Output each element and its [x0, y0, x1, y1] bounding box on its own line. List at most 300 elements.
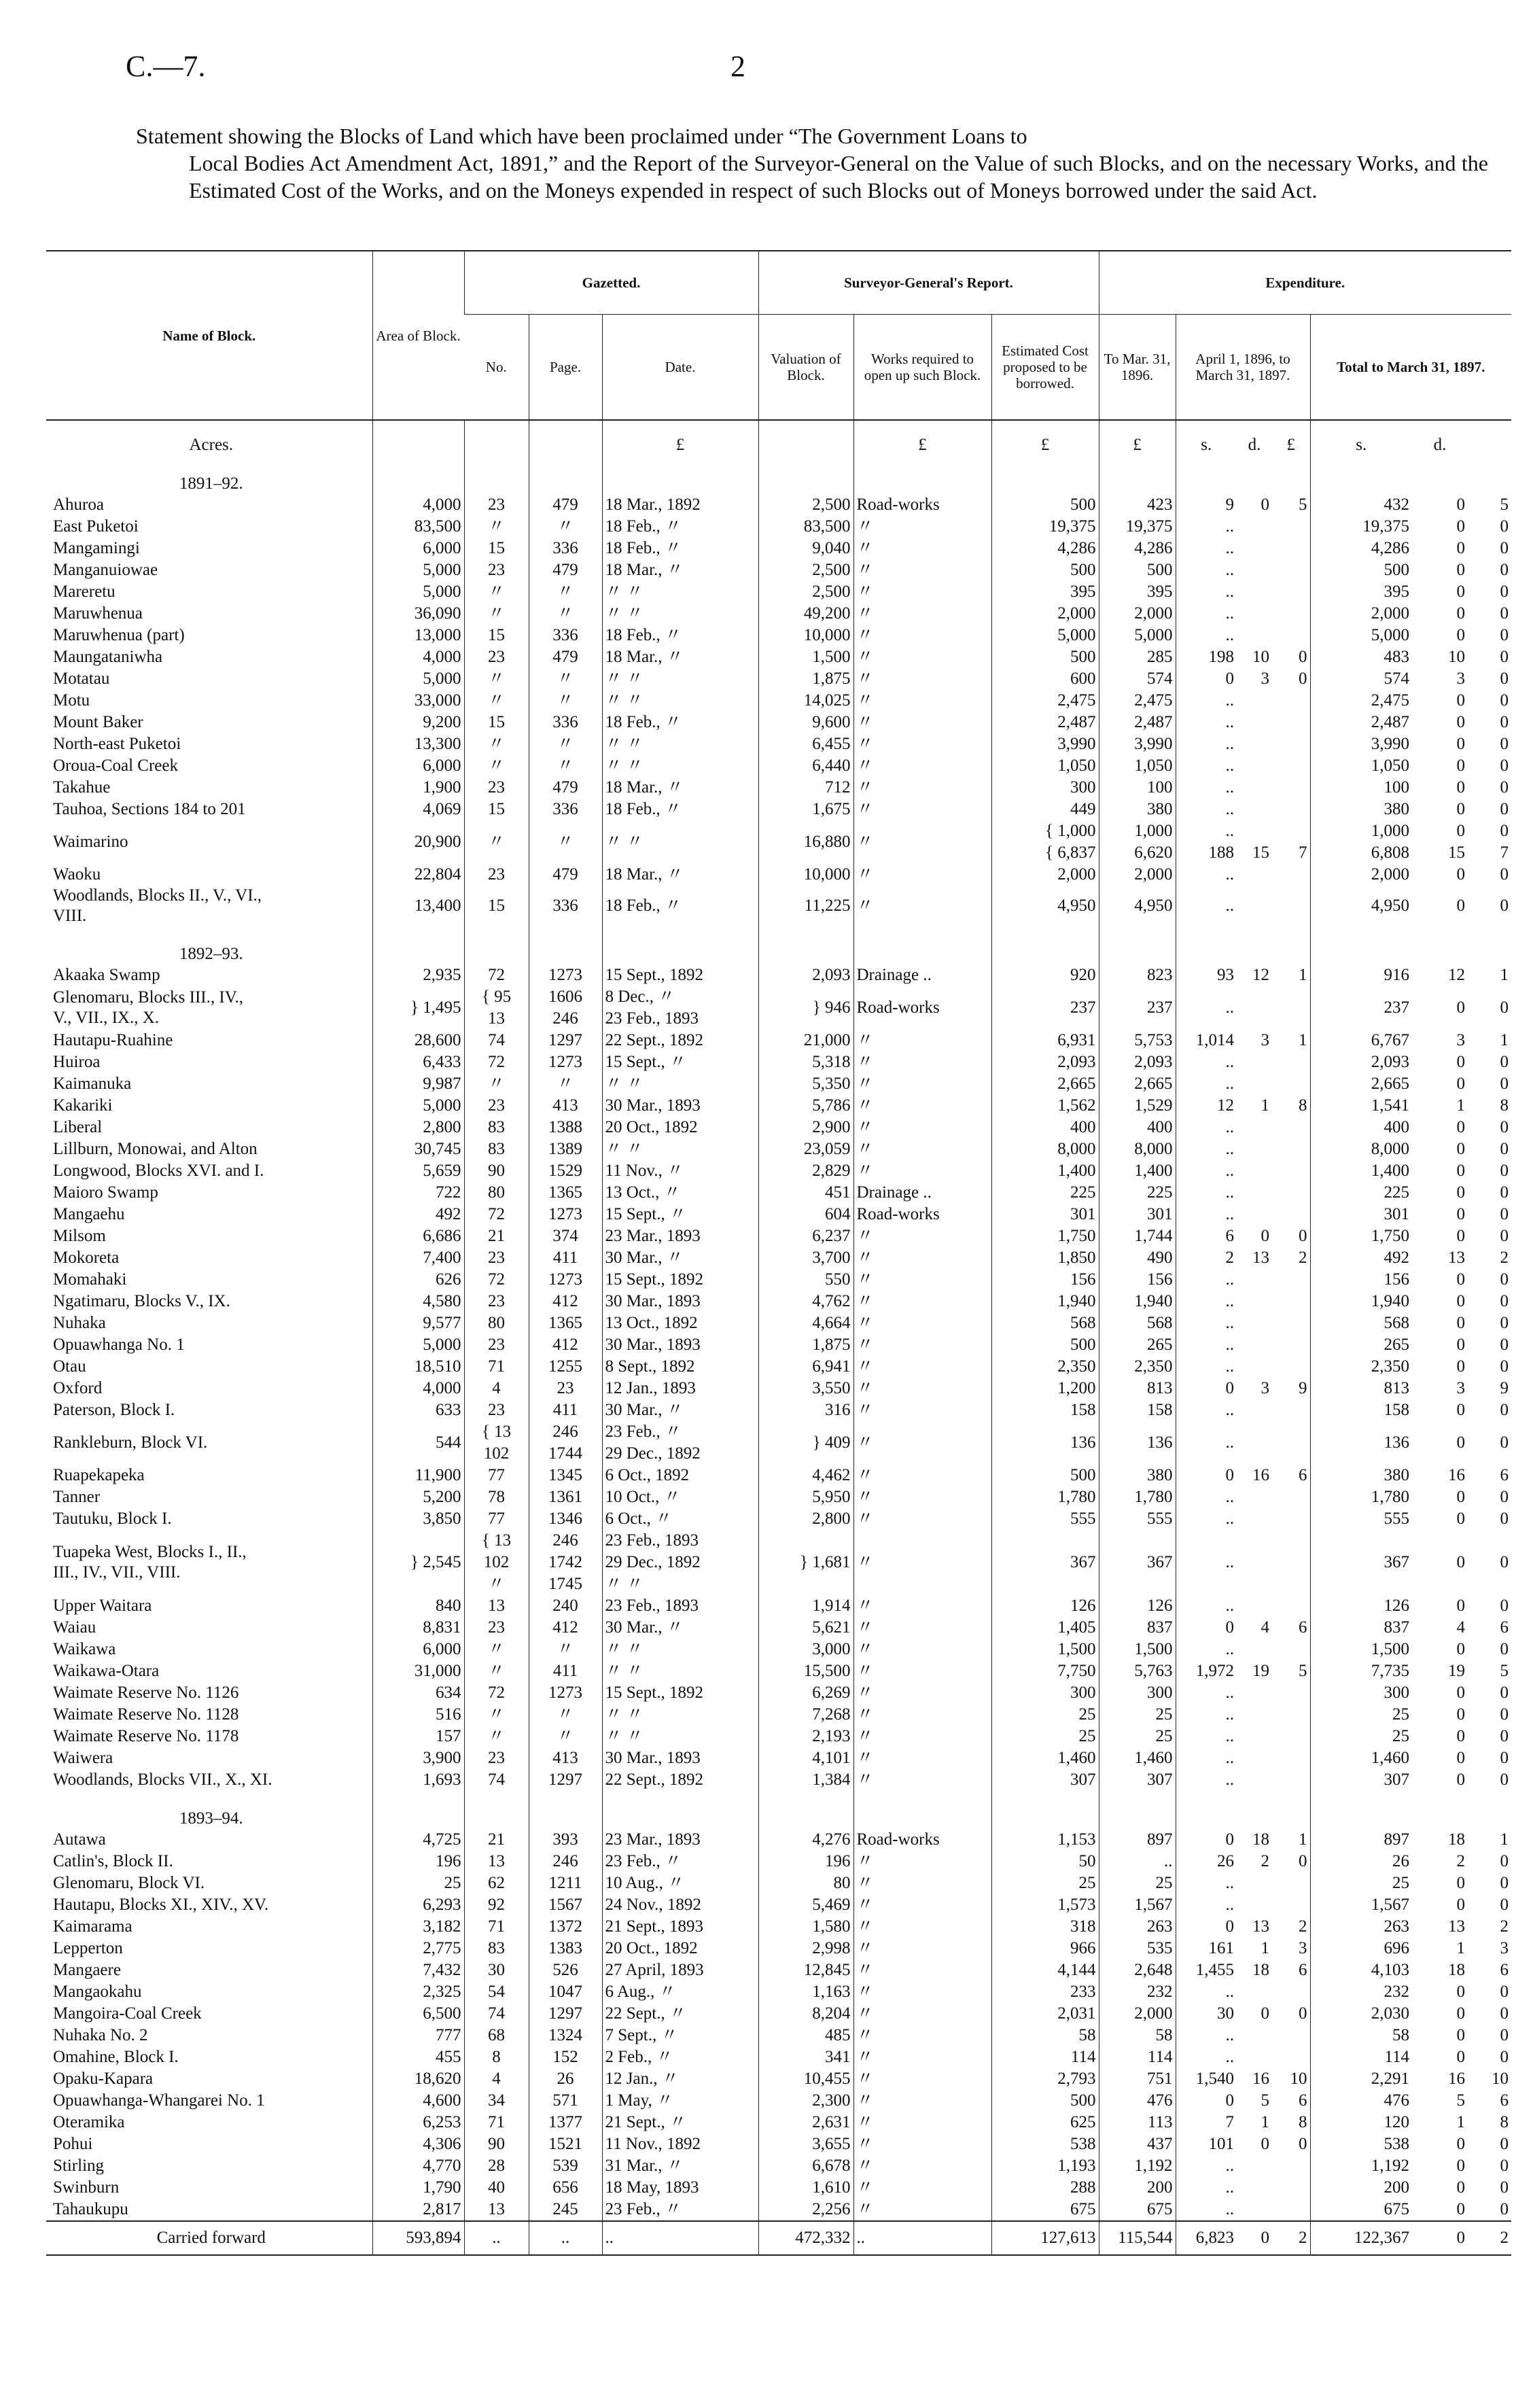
cell-col-12: 555 [1310, 1508, 1412, 1530]
cell-col-7: 4,950 [991, 886, 1099, 926]
cell-col-4: 23 Feb., 〃 [602, 1851, 758, 1872]
cell-col-3: 1346 [529, 1508, 602, 1530]
cell-col-12: 400 [1310, 1117, 1412, 1138]
cell-col-12: 1,567 [1310, 1894, 1412, 1916]
cell-col-11 [1272, 2177, 1310, 2199]
cell-col-11 [1272, 1595, 1310, 1617]
cell-col-9: 2 [1176, 1247, 1237, 1269]
cell-col-3: 1389 [529, 1138, 602, 1160]
cell-col-12: 58 [1310, 2025, 1412, 2046]
col-to-mar-header: To Mar. 31, 1896. [1099, 315, 1176, 421]
cell-col-6: 〃 [853, 1747, 991, 1769]
cell-col-8: 100 [1099, 777, 1176, 799]
cell-col-6: 〃 [853, 1073, 991, 1095]
cell-col-1: 6,293 [372, 1894, 464, 1916]
cell-col-14: 0 [1500, 1896, 1509, 1914]
cell-col-5: 1,675 [758, 799, 853, 820]
cell-col-8: 380 [1099, 799, 1176, 820]
cell-col-7: 2,093 [991, 1051, 1099, 1073]
cell-col-2: 〃 [464, 1704, 529, 1726]
cell-col-5: 11,225 [758, 886, 853, 926]
cell-col-12: 19,375 [1310, 516, 1412, 538]
cell-col-1: 593,894 [372, 2221, 464, 2255]
cell-col-0: Glenomaru, Block VI. [53, 1874, 205, 1892]
cell-col-13: 0 [1456, 1336, 1465, 1354]
cell-col-14: 9 [1500, 1379, 1509, 1397]
cell-col-12: 574 [1310, 668, 1412, 690]
cell-col-1: 2,325 [372, 1981, 464, 2003]
cell-col-14: 10 [1492, 2070, 1509, 2088]
cell-col-11 [1272, 1291, 1310, 1312]
cell-col-13: 19 [1448, 1662, 1465, 1680]
cell-col-6: 〃 [853, 1117, 991, 1138]
cell-col-1: 7,400 [372, 1247, 464, 1269]
cell-col-0: Motatau [53, 669, 110, 688]
cell-col-1: 492 [372, 1204, 464, 1225]
cell-col-0: Milsom [53, 1227, 106, 1245]
cell-col-7: 25 [991, 1872, 1099, 1894]
cell-col-14: 5 [1500, 495, 1509, 514]
cell-col-0: Oteramika [53, 2113, 125, 2131]
cell-col-8: 2,000 [1099, 864, 1176, 886]
cell-col-10: 0 [1261, 2004, 1269, 2023]
cell-col-10 [1237, 456, 1272, 494]
cell-col-8: 1,500 [1099, 1639, 1176, 1660]
cell-col-8: 2,648 [1099, 1959, 1176, 1981]
cell-col-0: Ahuroa [53, 495, 104, 514]
cell-col-13: 3 [1456, 1031, 1465, 1049]
cell-col-12: 568 [1310, 1312, 1412, 1334]
cell-col-6 [853, 926, 991, 964]
cell-col-10 [1237, 1204, 1272, 1225]
cell-col-8: 1,000 6,620 [1099, 820, 1176, 864]
cell-col-4: 18 Mar., 〃 [602, 559, 758, 581]
cell-col-13: 0 [1456, 1292, 1465, 1310]
cell-col-8: 2,000 [1099, 603, 1176, 625]
cell-col-10: 0 [1237, 2221, 1272, 2255]
cell-col-8: 490 [1099, 1247, 1176, 1269]
cell-col-1: 6,000 [372, 538, 464, 559]
cell-col-7: 318 [991, 1916, 1099, 1938]
cell-col-0: Ruapekapeka [53, 1466, 145, 1484]
cell-col-1: 9,200 [372, 712, 464, 733]
table-row [46, 2155, 1511, 2177]
cell-col-9: 198 [1176, 646, 1237, 668]
cell-col-2: 〃 [464, 668, 529, 690]
cell-col-1 [372, 420, 464, 456]
cell-col-9: 0 [1176, 1829, 1237, 1851]
cell-col-12: 2,665 [1310, 1073, 1412, 1095]
cell-col-5: 5,318 [758, 1051, 853, 1073]
cell-col-2: 13 [464, 1595, 529, 1617]
cell-col-7: 2,665 [991, 1073, 1099, 1095]
cell-col-1: 5,659 [372, 1160, 464, 1182]
cell-col-0: Manganuiowae [53, 561, 158, 579]
sg-report-header: Surveyor-General's Report. [758, 251, 1099, 315]
cell-col-7: 966 [991, 1938, 1099, 1959]
cell-col-3: 479 [529, 864, 602, 886]
cell-col-11 [1272, 581, 1310, 603]
cell-col-1: 516 [372, 1704, 464, 1726]
cell-col-6: 〃 [853, 1051, 991, 1073]
cell-col-12: 2,000 [1310, 603, 1412, 625]
cell-col-0: Waimate Reserve No. 1178 [53, 1727, 239, 1745]
cell-col-3: 412 [529, 1334, 602, 1356]
cell-col-13: 0 [1456, 1162, 1465, 1180]
cell-col-14: 3 [1500, 1939, 1509, 1957]
cell-col-12: 126 [1310, 1595, 1412, 1617]
cell-col-0: Kaimanuka [53, 1075, 132, 1093]
cell-col-14: 0 [1500, 2157, 1509, 2175]
cell-col-13: 1 [1456, 2113, 1465, 2131]
cell-col-9: 101 [1176, 2133, 1237, 2155]
cell-col-2: 74 [464, 1769, 529, 1791]
cell-col-12: 916 [1310, 964, 1412, 986]
cell-col-14: 0 [1500, 604, 1509, 623]
cell-col-6: 〃 [853, 1421, 991, 1465]
cell-col-11 [1272, 1486, 1310, 1508]
cell-col-4: 12 Jan., 〃 [602, 2068, 758, 2090]
cell-col-7 [991, 456, 1099, 494]
cell-col-3: 479 [529, 494, 602, 516]
cell-col-6: 〃 [853, 559, 991, 581]
cell-col-3: 〃 [529, 755, 602, 777]
cell-col-1: 5,000 [372, 559, 464, 581]
cell-col-9: 6 [1176, 1225, 1237, 1247]
cell-col-10 [1237, 1639, 1272, 1660]
cell-col-14 [1468, 456, 1511, 494]
cell-col-2: 23 [464, 646, 529, 668]
cell-col-11 [1272, 456, 1310, 494]
cell-col-9: .. [1176, 2046, 1237, 2068]
cell-col-6: 〃 [853, 2133, 991, 2155]
cell-col-4: 10 Oct., 〃 [602, 1486, 758, 1508]
cell-col-9: .. [1176, 1421, 1237, 1465]
cell-col-12: 200 [1310, 2177, 1412, 2199]
cell-col-0: East Puketoi [53, 517, 139, 536]
cell-col-3: 1365 [529, 1312, 602, 1334]
cell-col-11: 0 [1299, 1852, 1307, 1870]
cell-col-14: 0 [1500, 669, 1509, 688]
cell-col-1: 157 [372, 1726, 464, 1747]
cell-col-9: .. [1176, 2155, 1237, 2177]
cell-col-12: 7,735 [1310, 1660, 1412, 1682]
table-row [46, 1829, 1511, 1851]
gazetted-header: Gazetted. [464, 251, 758, 315]
cell-col-7: £ [991, 420, 1099, 456]
table-row [46, 1095, 1511, 1117]
cell-col-5: 1,914 [758, 1595, 853, 1617]
cell-col-2 [464, 456, 529, 494]
cell-col-10: 5 [1261, 2091, 1269, 2110]
cell-col-14: 0 [1500, 2200, 1509, 2218]
cell-col-12: 395 [1310, 581, 1412, 603]
cell-col-10 [1237, 559, 1272, 581]
cell-col-10 [1237, 516, 1272, 538]
cell-col-7: 600 [991, 668, 1099, 690]
cell-col-6: 〃 [853, 1269, 991, 1291]
cell-col-3: 1365 [529, 1182, 602, 1204]
cell-col-10 [1237, 1160, 1272, 1182]
cell-col-6: 〃 [853, 1639, 991, 1660]
cell-col-6: 〃 [853, 2112, 991, 2133]
cell-col-14: 0 [1500, 1162, 1509, 1180]
cell-col-9: .. [1176, 1312, 1237, 1334]
cell-col-14: 0 [1500, 1183, 1509, 1202]
cell-col-1: 777 [372, 2025, 464, 2046]
cell-col-7: 2,475 [991, 690, 1099, 712]
cell-col-5: 6,237 [758, 1225, 853, 1247]
cell-col-7: 1,850 [991, 1247, 1099, 1269]
cell-col-7: 19,375 [991, 516, 1099, 538]
cell-col-12: 837 [1310, 1617, 1412, 1639]
cell-col-5: 1,875 [758, 1334, 853, 1356]
cell-col-5: 485 [758, 2025, 853, 2046]
cell-col-10 [1237, 1704, 1272, 1726]
cell-col-10 [1237, 1595, 1272, 1617]
cell-col-14: 0 [1500, 896, 1509, 915]
cell-col-0: Waikawa-Otara [53, 1662, 160, 1680]
cell-col-5: 4,276 [758, 1829, 853, 1851]
cell-col-12 [1310, 926, 1412, 964]
cell-col-5: 4,664 [758, 1312, 853, 1334]
cell-col-4: 15 Sept., 1892 [602, 964, 758, 986]
cell-col-1: 4,000 [372, 646, 464, 668]
cell-col-12: 1,940 [1310, 1291, 1412, 1312]
cell-col-12: 500 [1310, 559, 1412, 581]
cell-col-13: 0 [1456, 865, 1465, 884]
cell-col-5 [758, 926, 853, 964]
cell-col-4: 13 Oct., 〃 [602, 1182, 758, 1204]
cell-col-11: 5 [1299, 1662, 1307, 1680]
cell-col-9 [1176, 456, 1237, 494]
cell-col-6: 〃 [853, 886, 991, 926]
cell-col-0: Opaku-Kapara [53, 2070, 154, 2088]
cell-col-5: 9,600 [758, 712, 853, 733]
cell-col-12: 897 [1310, 1829, 1412, 1851]
table-row [46, 1291, 1511, 1312]
col-page-header: Page. [529, 315, 602, 421]
cell-col-4: 18 Feb., 〃 [602, 625, 758, 646]
cell-col-2: 80 [464, 1182, 529, 1204]
cell-col-13: 18 [1448, 1830, 1465, 1849]
cell-col-6: 〃 [853, 1916, 991, 1938]
cell-col-5: 7,268 [758, 1704, 853, 1726]
cell-col-10: 3 [1261, 1379, 1269, 1397]
cell-col-0: Mangoira-Coal Creek [53, 2004, 202, 2023]
cell-col-3: 336 [529, 886, 602, 926]
cell-col-6: Drainage .. [853, 964, 991, 986]
cell-col-11 [1272, 2199, 1310, 2221]
cell-col-6: 〃 [853, 1981, 991, 2003]
cell-col-2: 〃 [464, 1726, 529, 1747]
cell-col-10 [1237, 2199, 1272, 2221]
cell-col-13: 1 [1456, 1939, 1465, 1957]
cell-col-13: 0 [1456, 517, 1465, 536]
cell-col-3: 1377 [529, 2112, 602, 2133]
cell-col-9: 1,972 [1176, 1660, 1237, 1682]
cell-col-2: 68 [464, 2025, 529, 2046]
cell-col-8: 307 [1099, 1769, 1176, 1791]
cell-col-9: .. [1176, 1356, 1237, 1378]
cell-col-10: 16 [1252, 1466, 1269, 1484]
cell-col-11 [1272, 777, 1310, 799]
cell-col-11: 1 [1299, 966, 1307, 984]
cell-col-13: 3 [1456, 1379, 1465, 1397]
table-row [46, 1959, 1511, 1981]
table-row [46, 559, 1511, 581]
cell-col-10: 19 [1252, 1662, 1269, 1680]
cell-col-10: 18 [1252, 1961, 1269, 1979]
cell-col-0: Oxford [53, 1379, 103, 1397]
cell-col-12: 232 [1310, 1981, 1412, 2003]
cell-col-3: 412 [529, 1291, 602, 1312]
cell-col-2: 71 [464, 2112, 529, 2133]
cell-col-3: 1273 [529, 1682, 602, 1704]
cell-col-0: Maruwhenua (part) [53, 626, 185, 644]
cell-col-0: Ngatimaru, Blocks V., IX. [53, 1292, 230, 1310]
cell-col-12: 2,000 [1310, 864, 1412, 886]
cell-col-4: 30 Mar., 〃 [602, 1247, 758, 1269]
cell-col-14: 0 [1500, 517, 1509, 536]
table-row [46, 864, 1511, 886]
cell-col-9: .. [1176, 1073, 1237, 1095]
cell-col-8: 300 [1099, 1682, 1176, 1704]
cell-col-2: 〃 [464, 603, 529, 625]
cell-col-13: 0 [1456, 778, 1465, 797]
cell-col-12: 4,103 [1310, 1959, 1412, 1981]
cell-col-3: 411 [529, 1247, 602, 1269]
cell-col-8: 568 [1099, 1312, 1176, 1334]
cell-col-9: .. [1176, 1769, 1237, 1791]
cell-col-0: Kaimarama [53, 1917, 133, 1936]
table-row [46, 690, 1511, 712]
cell-col-14: 0 [1500, 1314, 1509, 1332]
cell-col-12: s. [1310, 420, 1412, 456]
cell-col-1: 6,686 [372, 1225, 464, 1247]
table-row [46, 1051, 1511, 1073]
section-header-row [46, 926, 1511, 964]
cell-col-4: 20 Oct., 1892 [602, 1117, 758, 1138]
cell-col-2: 〃 [464, 1639, 529, 1660]
cell-col-1: 626 [372, 1269, 464, 1291]
cell-col-13: 0 [1456, 582, 1465, 601]
cell-col-3: 411 [529, 1660, 602, 1682]
cell-col-6: Road-works [853, 986, 991, 1030]
cell-col-6: 〃 [853, 1508, 991, 1530]
cell-col-9: .. [1176, 1872, 1237, 1894]
cell-col-4: 8 Dec., 〃 23 Feb., 1893 [602, 986, 758, 1030]
cell-col-7: 2,487 [991, 712, 1099, 733]
cell-col-13: 0 [1456, 1183, 1465, 1202]
cell-col-9: .. [1176, 1639, 1237, 1660]
cell-col-4: 21 Sept., 1893 [602, 1916, 758, 1938]
cell-col-7 [991, 926, 1099, 964]
cell-col-4: 11 Nov., 〃 [602, 1160, 758, 1182]
cell-col-8: 2,487 [1099, 712, 1176, 733]
section-year-label: 1892–93. [179, 945, 243, 963]
cell-col-13: 0 [1456, 1401, 1465, 1419]
cell-col-5: 3,700 [758, 1247, 853, 1269]
cell-col-3: 〃 [529, 733, 602, 755]
cell-col-6: 〃 [853, 864, 991, 886]
cell-col-1: 13,300 [372, 733, 464, 755]
cell-col-8: 751 [1099, 2068, 1176, 2090]
cell-col-0: Mangaere [53, 1961, 121, 1979]
cell-col-1: 6,000 [372, 755, 464, 777]
cell-col-2: { 95 13 [464, 986, 529, 1030]
cell-col-5: } 409 [758, 1421, 853, 1465]
cell-col-2: 40 [464, 2177, 529, 2199]
cell-col-10 [1237, 886, 1272, 926]
cell-col-6: 〃 [853, 2003, 991, 2025]
cell-col-3: 393 [529, 1829, 602, 1851]
cell-col-8: 500 [1099, 559, 1176, 581]
cell-col-4: 6 Oct., 〃 [602, 1508, 758, 1530]
cell-col-14: 0 [1500, 1336, 1509, 1354]
cell-col-11: 6 [1299, 2091, 1307, 2110]
cell-col-7: 625 [991, 2112, 1099, 2133]
cell-col-10 [1237, 1682, 1272, 1704]
cell-col-1: } 1,495 [372, 986, 464, 1030]
cell-col-1: 634 [372, 1682, 464, 1704]
cell-col-6: £ [853, 420, 991, 456]
cell-col-3: 1273 [529, 1204, 602, 1225]
cell-col-10 [1237, 1117, 1272, 1138]
table-row [46, 1682, 1511, 1704]
cell-col-3: 1273 [529, 964, 602, 986]
cell-col-2: 71 [464, 1356, 529, 1378]
col-no-header: No. [485, 359, 507, 375]
cell-col-0: Mokoreta [53, 1249, 120, 1267]
cell-col-11: 1 [1299, 1031, 1307, 1049]
cell-col-6: 〃 [853, 712, 991, 733]
cell-col-11 [1272, 1682, 1310, 1704]
cell-col-1: 9,987 [372, 1073, 464, 1095]
cell-col-4: 〃 〃 [602, 581, 758, 603]
cell-col-10 [1237, 1291, 1272, 1312]
cell-col-6: 〃 [853, 581, 991, 603]
cell-col-11: 3 [1299, 1939, 1307, 1957]
cell-col-11 [1272, 1204, 1310, 1225]
cell-col-10 [1237, 1051, 1272, 1073]
cell-col-1: 2,800 [372, 1117, 464, 1138]
cell-col-0: Acres. [189, 436, 234, 454]
cell-col-6: 〃 [853, 1399, 991, 1421]
cell-col-13: 0 [1456, 1510, 1465, 1528]
cell-col-7: 136 [991, 1421, 1099, 1465]
cell-col-7: 1,750 [991, 1225, 1099, 1247]
cell-col-6: 〃 [853, 1769, 991, 1791]
cell-col-6: 〃 [853, 755, 991, 777]
cell-col-13: 0 [1456, 1640, 1465, 1658]
cell-col-5: 1,163 [758, 1981, 853, 2003]
cell-col-13: 0 [1456, 1314, 1465, 1332]
cell-col-5: 2,500 [758, 559, 853, 581]
cell-col-7: 395 [991, 581, 1099, 603]
cell-col-9: .. [1176, 733, 1237, 755]
cell-col-11 [1272, 755, 1310, 777]
cell-col-13: 4 [1456, 1618, 1465, 1637]
cell-col-14: 5 [1500, 1662, 1509, 1680]
cell-col-5: 2,193 [758, 1726, 853, 1747]
cell-col-8: 555 [1099, 1508, 1176, 1530]
cell-col-2: 77 [464, 1508, 529, 1530]
cell-col-5: 5,350 [758, 1073, 853, 1095]
cell-col-11 [1272, 1791, 1310, 1829]
cell-col-12: 2,487 [1310, 712, 1412, 733]
cell-col-11 [1272, 712, 1310, 733]
